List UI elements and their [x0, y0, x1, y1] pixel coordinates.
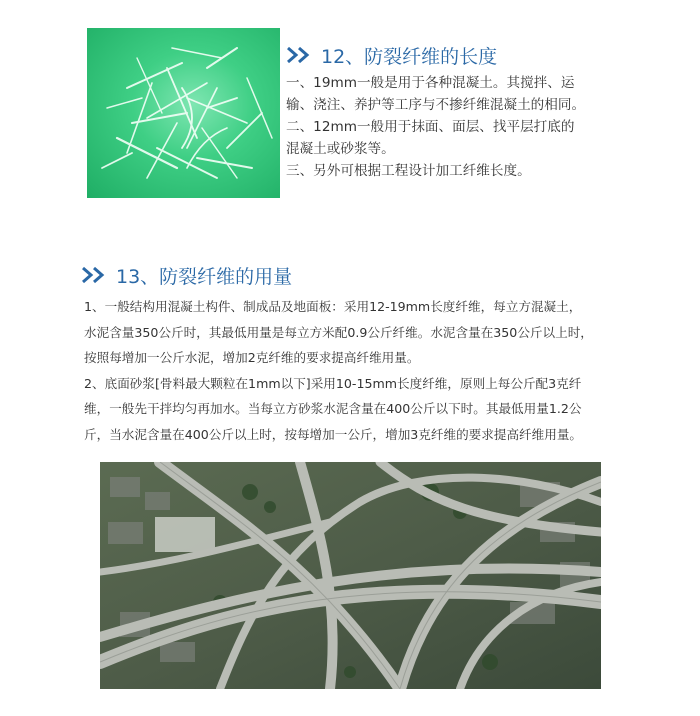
section-12-line: 二、12mm一般用于抹面、面层、找平层打底的: [286, 119, 575, 135]
section-12-line: 混凝土或砂浆等。: [286, 141, 395, 157]
section-13-line: 水泥含量350公斤时，其最低用量是每立方米配0.9公斤纤维。水泥含量在350公斤以上时，: [84, 324, 593, 340]
fiber-photo: [87, 28, 280, 198]
section-12-heading: [285, 42, 497, 68]
section-13-line: 2、底面砂浆[骨料最大颗粒在1mm以下]采用10-15mm长度纤维，原则上每公斤配3克纤: [84, 375, 582, 391]
section-13-line: 维，一般先干拌均匀再加水。当每立方砂浆水泥含量在400公斤以下时。其最低用量1.2公: [84, 401, 582, 417]
section-13-body: [84, 294, 604, 448]
section-12-body: [286, 72, 616, 182]
section-13-heading: [80, 262, 292, 288]
highway-interchange-photo: [100, 462, 601, 689]
double-chevron-right-icon: [285, 45, 313, 65]
section-13-line: 斤，当水泥含量在400公斤以上时，按每增加一公斤，增加3克纤维的要求提高纤维用量。: [84, 426, 583, 442]
section-12-line: 一、19mm一般是用于各种混凝土。其搅拌、运: [286, 75, 575, 91]
section-12-title: 12、防裂纤维的长度: [321, 45, 498, 68]
section-12-line: 输、浇注、养护等工序与不掺纤维混凝土的相同。: [286, 97, 586, 113]
section-13-title: 13、防裂纤维的用量: [116, 265, 293, 288]
double-chevron-right-icon: [80, 265, 108, 285]
section-13-line: 按照每增加一公斤水泥，增加2克纤维的要求提高纤维用量。: [84, 350, 420, 366]
section-12-line: 三、另外可根据工程设计加工纤维长度。: [286, 163, 531, 179]
section-13-line: 1、一般结构用混凝土构件、制成品及地面板：采用12-19mm长度纤维，每立方混凝土，: [84, 299, 582, 314]
highway-interchange-image: [100, 462, 601, 689]
fiber-strands-image: [87, 28, 280, 198]
